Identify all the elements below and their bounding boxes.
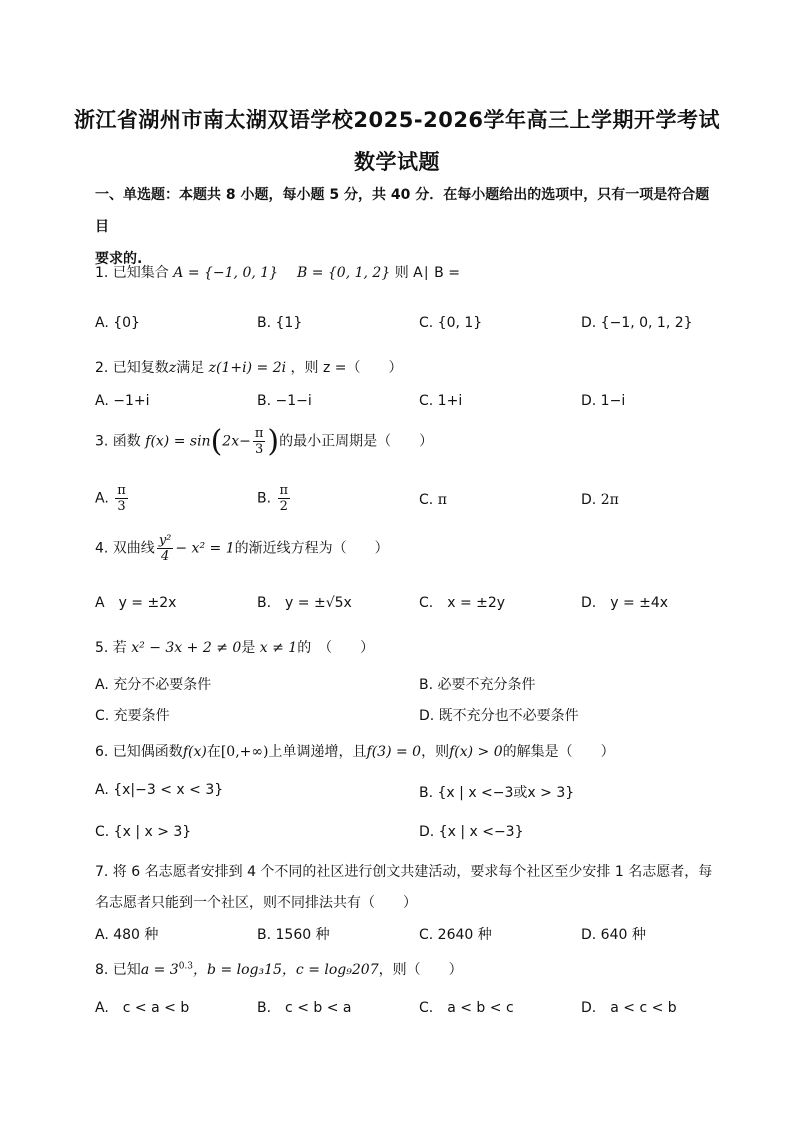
q2-option-b: B. −1−i (257, 393, 312, 409)
question-3-func: f(x) = sin (145, 433, 211, 450)
question-7-line1: 7. 将 6 名志愿者安排到 4 个不同的社区进行创文共建活动，要求每个社区至少安排 1 名志愿者，每 (95, 864, 713, 880)
question-5 (95, 637, 374, 657)
question-2-tail: ，则 z =（ ） (290, 360, 403, 376)
q5-option-b: B. 必要不充分条件 (419, 677, 536, 693)
exam-subtitle: 数学试题 (354, 150, 440, 174)
question-6 (95, 741, 615, 761)
question-8-b: ，b = log₃15 (193, 962, 282, 978)
question-6-f: f(x) (182, 744, 207, 760)
question-8 (95, 959, 463, 979)
question-3-prefix: 3. 函数 (95, 433, 141, 450)
q7-option-c: C. 2640 种 (419, 927, 492, 943)
q3-option-c-label: C. (419, 492, 434, 508)
question-4-eq-tail: − x² = 1 (175, 540, 235, 557)
q1-option-d: D. {−1, 0, 1, 2} (581, 315, 693, 331)
question-1-set-b: B = {0, 1, 2} (296, 265, 391, 281)
question-3-tail: 的最小正周期是（ ） (279, 433, 434, 450)
q3-option-b-den: 2 (279, 499, 288, 514)
q3-option-d (581, 492, 619, 508)
q7-option-d: D. 640 种 (581, 927, 646, 943)
question-5-mid: 是 (241, 640, 256, 656)
section-heading-line1: 一、单选题：本题共 8 小题，每小题 5 分，共 40 分．在每小题给出的选项中，只有一项是符合题目 (95, 187, 710, 235)
q3-option-b-label: B. (257, 490, 272, 507)
q1-option-c: C. {0, 1} (419, 315, 483, 331)
question-6-cond: f(3) = 0 (366, 744, 422, 760)
question-5-prefix: 5. 若 (95, 640, 127, 656)
q3-option-c (419, 492, 447, 508)
section-heading (95, 179, 715, 275)
question-6-mid3: ，则 (421, 744, 450, 760)
q3-option-a-fraction (115, 483, 128, 514)
q2-option-a: A. −1+i (95, 393, 150, 409)
question-8-prefix: 8. 已知 (95, 962, 141, 978)
question-3-close-paren: ) (267, 424, 280, 459)
q6-option-b: B. {x | x <−3或x > 3} (419, 785, 575, 801)
q3-option-a-label: A. (95, 490, 109, 507)
q2-option-d: D. 1−i (581, 393, 626, 409)
q6-option-a: A. {x|−3 < x < 3} (95, 782, 224, 798)
question-4-tail: 的渐近线方程为（ ） (234, 540, 389, 557)
q8-option-b: B. c < b < a (257, 1000, 352, 1016)
question-4-frac-den: 4 (160, 549, 170, 564)
q8-option-c: C. a < b < c (419, 1000, 514, 1016)
question-2 (95, 357, 403, 377)
section-heading-line2: 要求的. (95, 251, 143, 267)
q3-option-a (95, 483, 130, 514)
question-4-fraction (157, 533, 174, 564)
q4-option-b: B. y = ±√5x (257, 595, 352, 611)
q7-option-b: B. 1560 种 (257, 927, 330, 943)
question-3-frac-num: π (254, 426, 264, 441)
q8-option-d: D. a < c < b (581, 1000, 677, 1016)
question-5-tail: 的 （ ） (297, 640, 375, 656)
q1-option-a: A. {0} (95, 315, 140, 331)
question-2-prefix: 2. 已知复数 (95, 360, 169, 376)
question-1-tail: 则 A∣ B = (394, 265, 460, 281)
q6-option-d: D. {x | x <−3} (419, 824, 524, 840)
question-8-a-exp: 0.3 (178, 961, 194, 972)
question-8-a: a = 3 (140, 962, 179, 978)
question-4-frac-num: y² (158, 533, 172, 548)
question-3-open-paren: ( (210, 424, 223, 459)
q7-option-a: A. 480 种 (95, 927, 159, 943)
q3-option-d-label: D. (581, 492, 597, 508)
q5-option-d: D. 既不充分也不必要条件 (419, 708, 579, 724)
q3-option-d-text: 2π (600, 492, 619, 508)
question-6-mid1: 在 (206, 744, 221, 760)
q5-option-a: A. 充分不必要条件 (95, 677, 212, 693)
q8-option-a: A. c < a < b (95, 1000, 190, 1016)
q3-option-a-num: π (117, 483, 126, 498)
q4-option-c: C. x = ±2y (419, 595, 506, 611)
question-4 (95, 533, 389, 564)
question-1 (95, 262, 460, 282)
question-6-ineq: f(x) > 0 (449, 744, 503, 760)
q4-option-a: A y = ±2x (95, 595, 177, 611)
question-6-mid2: 上单调递增，且 (268, 744, 367, 760)
question-5-cond: x² − 3x + 2 ≠ 0 (131, 640, 242, 656)
q1-option-b: B. {1} (257, 315, 303, 331)
q3-option-b-fraction (278, 483, 291, 514)
question-8-tail: ，则（ ） (378, 962, 463, 978)
q4-option-d: D. y = ±4x (581, 595, 669, 611)
question-3 (95, 424, 433, 459)
q5-option-c: C. 充要条件 (95, 708, 170, 724)
question-2-var: z (168, 360, 177, 376)
question-6-tail: 的解集是（ ） (502, 744, 615, 760)
q2-option-c: C. 1+i (419, 393, 463, 409)
question-8-c: ，c = log₉207 (281, 962, 379, 978)
question-3-fraction (253, 426, 266, 457)
question-2-eq: z(1+i) = 2i (208, 360, 287, 376)
question-1-set-a: A = {−1, 0, 1} (173, 265, 279, 281)
question-4-prefix: 4. 双曲线 (95, 540, 155, 557)
question-2-mid: 满足 (176, 360, 205, 376)
q3-option-a-den: 3 (117, 499, 126, 514)
question-3-inner: 2x− (222, 433, 251, 450)
question-1-prefix: 1. 已知集合 (95, 265, 169, 281)
question-3-frac-den: 3 (254, 442, 264, 457)
question-6-prefix: 6. 已知偶函数 (95, 744, 183, 760)
q3-option-b-num: π (279, 483, 289, 498)
exam-title: 浙江省湖州市南太湖双语学校2025-2026学年高三上学期开学考试 (73, 108, 721, 132)
q3-option-c-text: π (437, 492, 447, 508)
question-5-cond2: x ≠ 1 (259, 640, 298, 656)
question-7-line2: 名志愿者只能到一个社区，则不同排法共有（ ） (95, 895, 417, 911)
question-6-interval: [0,+∞) (220, 744, 269, 760)
q3-option-b (257, 483, 292, 514)
q6-option-c: C. {x | x > 3} (95, 824, 192, 840)
